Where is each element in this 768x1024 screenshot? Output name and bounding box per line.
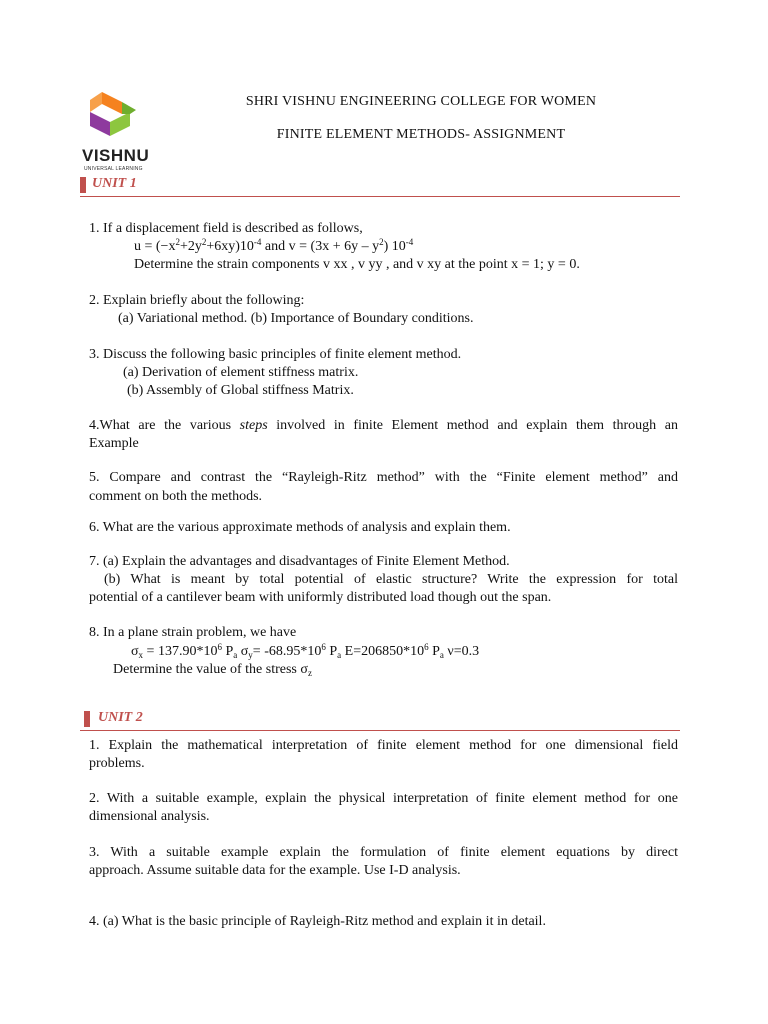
u1-q8-equation: $\sigma_x = 137.90*10^6$ $P_a$ $\sigma_y= -68.95*10^6$ $P_a$ $E=206850*10^6$ $P_a$ ν=0.3 xyxy=(131,642,480,660)
logo-subtext: UNIVERSAL LEARNING xyxy=(84,166,143,172)
u1-q5 xyxy=(89,468,678,506)
u2-q4: 4. (a) What is the basic principle of Rayleigh-Ritz method and explain it in detail. xyxy=(89,914,546,929)
u1-q5-line2: comment on both the methods. xyxy=(89,489,263,504)
u1-q4-line2: Example xyxy=(89,436,139,451)
u1-q2-line1: 2. Explain briefly about the following: xyxy=(89,293,305,308)
u1-q6: 6. What are the various approximate methods of analysis and explain them. xyxy=(89,520,511,535)
u1-q1-line3: Determine the strain components v xx , v yy , and v xy at the point x = 1; y = 0. xyxy=(134,257,580,272)
u1-q2-line2: (a) Variational method. (b) Importance of Boundary conditions. xyxy=(118,311,474,326)
u1-q1-equation: $u = (-x^2+2y^2+6xy)10^{-4}$ and $v = (3x + 6y - y^2)$ $10^{-4}$ xyxy=(134,237,414,254)
assignment-title: FINITE ELEMENT METHODS- ASSIGNMENT xyxy=(276,127,566,142)
u1-q7-line3: potential of a cantilever beam with uniformly distributed load though out the span. xyxy=(89,590,552,605)
u2-q3 xyxy=(89,844,678,880)
u2-q3-line1: 3. With a suitable example explain the formulation of finite element equations by direct xyxy=(89,845,678,860)
u2-q1-line1: 1. Explain the mathematical interpretation of finite element method for one dimensional field xyxy=(89,738,678,753)
u1-q7-rest xyxy=(89,571,678,607)
u2-q2-line1: 2. With a suitable example, explain the physical interpretation of finite element method for one xyxy=(89,791,678,806)
u1-q3-line2: (a) Derivation of element stiffness matrix. xyxy=(123,365,359,380)
u2-q2-line2: dimensional analysis. xyxy=(89,809,210,824)
unit1-heading xyxy=(80,176,680,197)
unit1-accent-bar xyxy=(80,177,86,193)
u2-q2 xyxy=(89,790,678,826)
u1-q3-line1: 3. Discuss the following basic principles of finite element method. xyxy=(89,347,462,362)
u1-q3-line3: (b) Assembly of Global stiffness Matrix. xyxy=(127,383,354,398)
u2-q1-line2: problems. xyxy=(89,756,145,771)
u1-q7-line1: 7. (a) Explain the advantages and disadvantages of Finite Element Method. xyxy=(89,554,510,569)
logo-wordmark: VISHNU xyxy=(82,146,150,165)
unit2-accent-bar xyxy=(84,711,90,727)
unit1-title: UNIT 1 xyxy=(92,176,137,191)
u1-q4 xyxy=(89,417,678,453)
u1-q7-line2: (b) What is meant by total potential of elastic structure? Write the expression for total xyxy=(104,572,678,587)
u1-q8-line1: 8. In a plane strain problem, we have xyxy=(89,625,297,640)
u1-q1-line1: 1. If a displacement field is described as follows, xyxy=(89,221,363,236)
u1-q5-line1: 5. Compare and contrast the “Rayleigh-Ritz method” with the “Finite element method” and xyxy=(89,470,678,485)
u1-q8-line3: Determine the value of the stress $\sigma_z$ xyxy=(113,662,312,678)
unit2-heading xyxy=(80,710,680,731)
u1-q4-line1: 4.What are the various steps involved in finite Element method and explain them through an xyxy=(89,418,679,433)
u2-q1 xyxy=(89,737,678,773)
u2-q3-line2: approach. Assume suitable data for the example. Use I-D analysis. xyxy=(89,863,461,878)
college-name: SHRI VISHNU ENGINEERING COLLEGE FOR WOMEN xyxy=(245,94,597,109)
unit2-title: UNIT 2 xyxy=(98,710,143,725)
